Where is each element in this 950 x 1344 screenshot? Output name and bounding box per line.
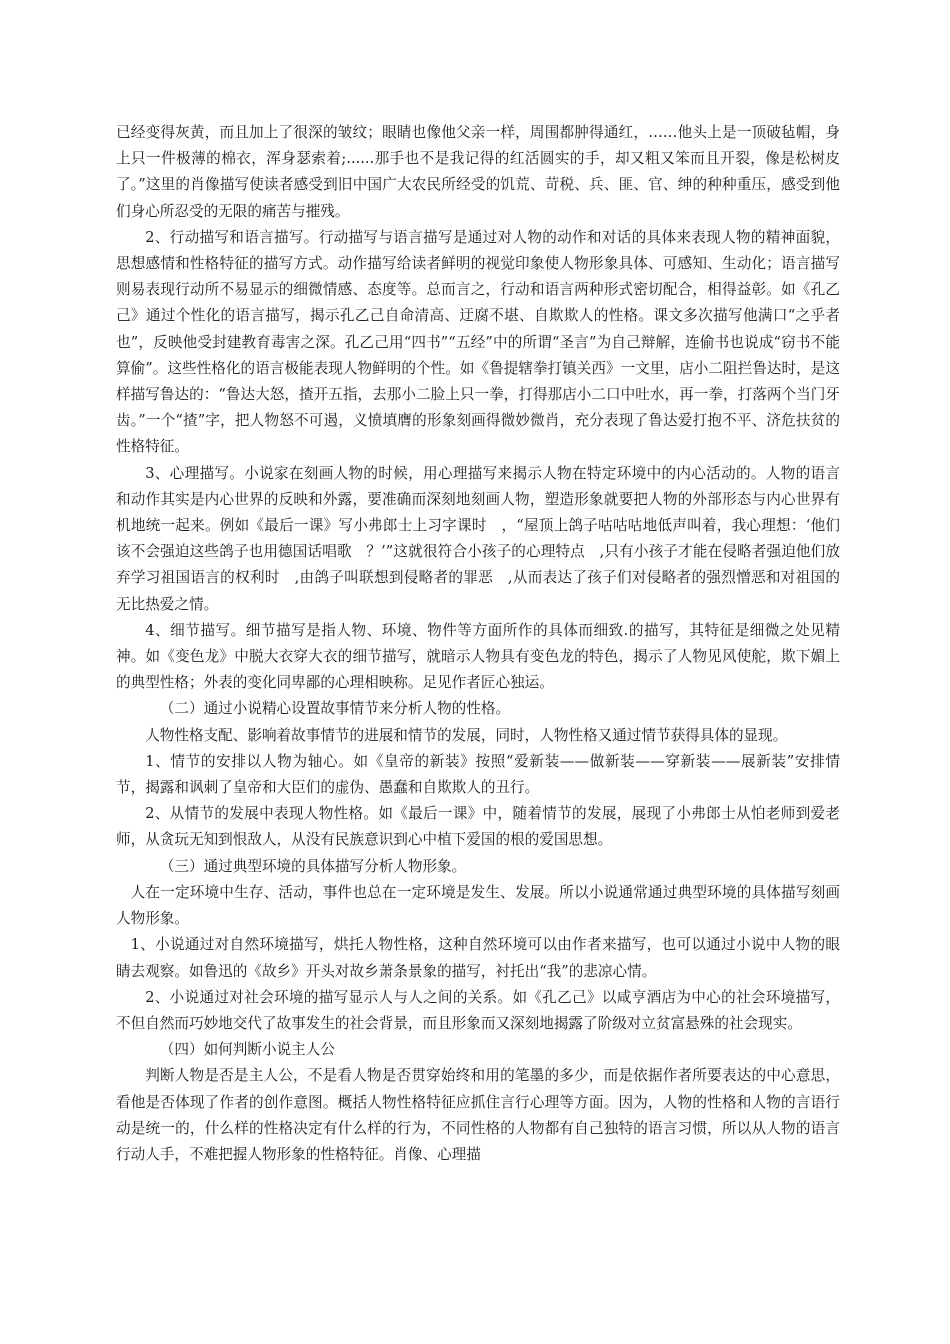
paragraph-psychology: 3、心理描写。小说家在刻画人物的时候，用心理描写来揭示人物在特定环境中的内心活动的。人物的语言和动作其实是内心世界的反映和外露，要准确而深刻地刻画人物，塑造形象就要把人物的外部形态与内心世界有机地统一起来。例如《最后一课》写小弗郎士上习字课时 ，“屋顶上鸽子咕咕咕地低声叫着，我心理想：‘他们该不会强迫这些鸽子也用德国话唱歌 ？’”这就很符合小孩子的心理特点 ,只有小孩子才能在侵略者强迫他们放弃学习祖国语言的权利时 ,由鸽子叫联想到侵略者的罪恶 ,从而表达了孩子们对侵略者的强烈憎恶和对祖国的无比热爱之情。 <box>116 464 840 613</box>
paragraph-social-environment: 2、小说通过对社会环境的描写显示人与人之间的关系。如《孔乙己》以咸亨酒店为中心的社会环境描写，不但自然而巧妙地交代了故事发生的社会背景，而且形象而又深刻地揭露了阶级对立贫富悬殊的社会现实。 <box>116 988 840 1032</box>
paragraph-plot-intro: 人物性格支配、影响着故事情节的进展和情节的发展，同时，人物性格又通过情节获得具体的显现。 <box>145 726 788 744</box>
section-heading-environment: （三）通过典型环境的具体描写分析人物形象。 <box>159 857 467 875</box>
paragraph-plot-axis: 1、情节的安排以人物为轴心。如《皇帝的新装》按照“爱新装——做新装——穿新装——展新装”安排情节，揭露和讽刺了皇帝和大臣们的虚伪、愚蠢和自欺欺人的丑行。 <box>116 752 840 797</box>
paragraph-detail: 4、细节描写。细节描写是指人物、环境、物件等方面所作的具体而细致.的描写，其特征是细微之处见精神。如《变色龙》中脱大衣穿大衣的细节描写，就暗示人物具有变色龙的特色，揭示了人物见风使舵，欺下媚上的典型性格；外表的变化同卑鄙的心理相映称。足见作者匠心独运。 <box>116 621 840 692</box>
section-heading-protagonist: （四）如何判断小说主人公 <box>159 1041 335 1059</box>
paragraph-natural-environment: 1、小说通过对自然环境描写，烘托人物性格，这种自然环境可以由作者来描写，也可以通过小说中人物的眼睛去观察。如鲁迅的《故乡》开头对故乡萧条景象的描写，衬托出“我”的悲凉心情。 <box>116 936 840 980</box>
section-heading-plot: （二）通过小说精心设置故事情节来分析人物的性格。 <box>159 700 511 718</box>
paragraph-plot-development: 2、从情节的发展中表现人物性格。如《最后一课》中，随着情节的发展，展现了小弗郎士从怕老师到爱老师，从贪玩无知到恨敌人，从没有民族意识到心中植下爱国的根的爱国思想。 <box>116 805 840 849</box>
paragraph-protagonist: 判断人物是否是主人公，不是看人物是否贯穿始终和用的笔墨的多少，而是依据作者所要表达的中心意思，看他是否体现了作者的创作意图。概括人物性格特征应抓住言行心理等方面。因为，人物的性格和人物的言语行动是统一的，什么样的性格决定有什么样的行为，不同性格的人物都有自己独特的语言习惯，所以从人物的语言行动人手，不难把握人物形象的性格特征。肖像、心理描 <box>116 1067 840 1163</box>
paragraph-portrait-continued: 已经变得灰黄，而且加上了很深的皱纹；眼睛也像他父亲一样，周围都肿得通红，……他头上是一顶破毡帽，身上只一件极薄的棉衣，浑身瑟索着;......那手也不是我记得的红活圆实的手，却又粗又笨而且开裂，像是松树皮了。”这里的肖像描写使读者感受到旧中国广大农民所经受的饥荒、苛税、兵、匪、官、绅的种种重压，感受到他们身心所忍受的无限的痛苦与摧残。 <box>116 124 840 220</box>
paragraph-environment-intro: 人在一定环境中生存、活动，事件也总在一定环境是发生、发展。所以小说通常通过典型环境的具体描写刻画人物形象。 <box>116 883 840 928</box>
paragraph-action-language: 2、行动描写和语言描写。行动描写与语言描写是通过对人物的动作和对话的具体来表现人物的精神面貌，思想感情和性格特征的描写方式。动作描写给读者鲜明的视觉印象使人物形象具体、可感知、生动化；语言描写则易表现行动所不易显示的细微情感、态度等。总而言之，行动和语言两种形式密切配合，相得益彰。如《孔乙己》通过个性化的语言描写，揭示孔乙己自命清高、迂腐不堪、自欺欺人的性格。课文多次描写他满口“之乎者也”，反映他受封建教育毒害之深。孔乙己用“四书”“五经”中的所谓“圣言”为自己辩解，连偷书也说成“窃书不能算偷”。这些性格化的语言极能表现人物鲜明的个性。如《鲁提辖拳打镇关西》一文里，店小二阻拦鲁达时，是这样描写鲁达的：“鲁达大怒，揸开五指，去那小二脸上只一拳，打得那店小二口中吐水，再一拳，打落两个当门牙齿。”一个“揸”字，把人物怒不可遏，义愤填膺的形象刻画得微妙微肖，充分表现了鲁达爱打抱不平、济危扶贫的性格特征。 <box>116 228 840 456</box>
